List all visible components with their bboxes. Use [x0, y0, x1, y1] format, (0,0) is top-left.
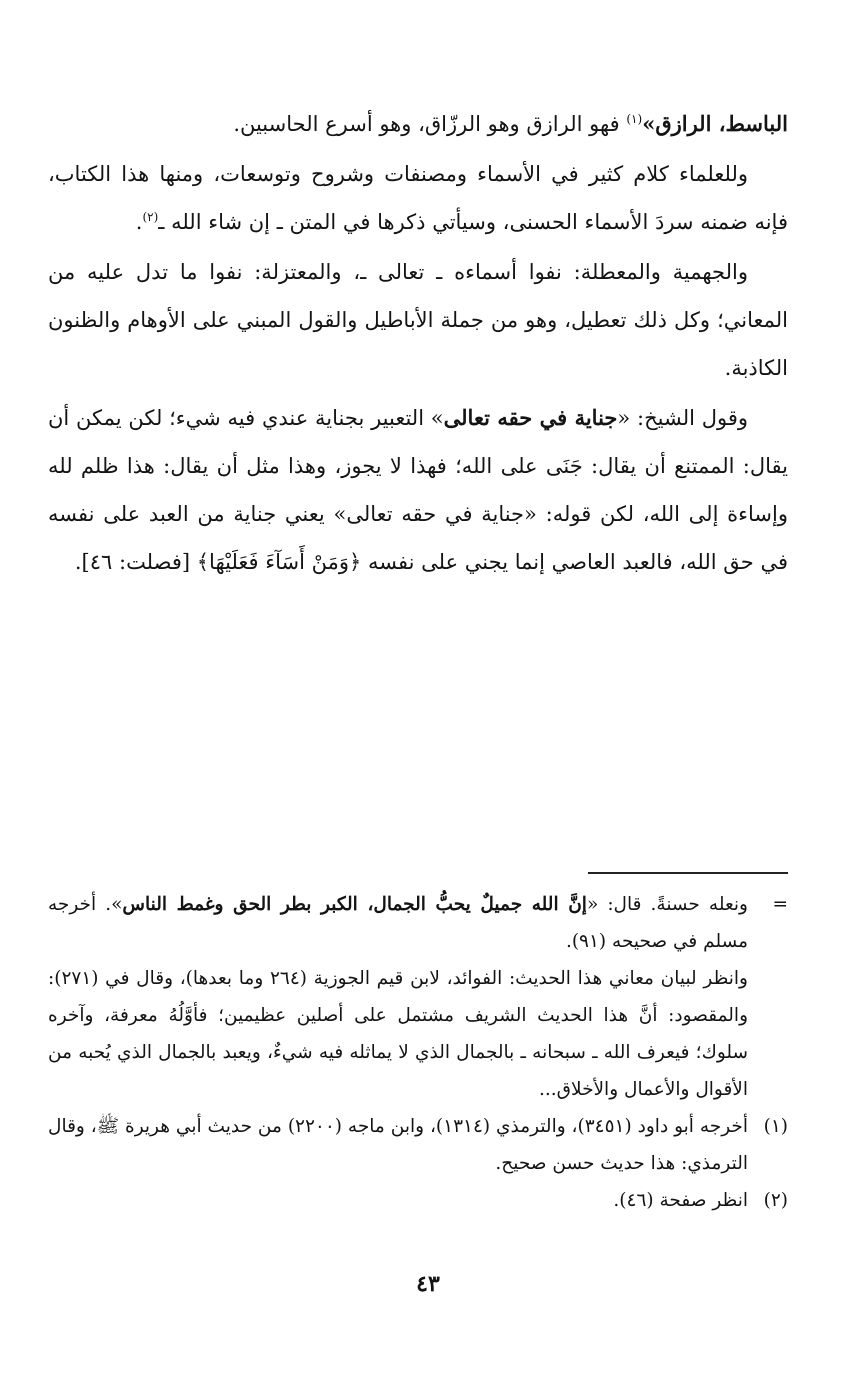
page — [48, 100, 788, 1389]
paragraph-4 — [48, 394, 788, 586]
paragraph-2 — [48, 150, 788, 246]
footnotes — [48, 886, 788, 1219]
footnote-text: أخرجه أبو داود (٣٤٥١)، والترمذي (١٣١٤)، وابن ماجه (٢٢٠٠) من حديث أبي هريرة ﷺ، وقال الترمذي: هذا حديث حسن صحيح. — [48, 1116, 748, 1174]
continuation-lead: ونعله حسنةً. قال: « — [586, 894, 748, 915]
paragraph-2-text: وللعلماء كلام كثير في الأسماء ومصنفات وشروح وتوسعات، ومنها هذا الكتاب، فإنه ضمنه سردَ الأسماء الحسنى، وسيأتي ذكرها في المتن ـ إن شاء الله ـ — [48, 162, 788, 234]
footnote-continuation — [48, 886, 788, 1108]
continuation-marker: = — [772, 894, 788, 915]
footnote-ref-1: (١) — [626, 112, 643, 126]
paragraph-1 — [48, 100, 788, 148]
paragraph-2-end: . — [135, 210, 143, 234]
footnote-2 — [48, 1182, 788, 1219]
footnote-ref-2: (٢) — [142, 210, 159, 224]
page-number: ٤٣ — [416, 1271, 440, 1297]
continuation-ref: ». أخرجه مسلم في صحيحه (٩١). — [48, 894, 748, 952]
paragraph-4-text: » التعبير بجناية عندي فيه شيء؛ لكن يمكن أن يقال: الممتنع أن يقال: جَنَى على الله؛ فهذا لا يجوز، وهذا مثل أن يقال: هذا ظلم لله وإساءة إلى الله، لكن قوله: «جناية في حقه تعالى» يعني جناية من العبد على نفسه في حق الله، فالعبد العاصي إنما يجني على نفسه ﴿وَمَنْ أَسَآءَ فَعَلَيْهَا﴾ [فصلت: ٤٦]. — [48, 406, 788, 574]
footnote-number: (١) — [763, 1116, 788, 1137]
continuation-text-2: وانظر لبيان معاني هذا الحديث: الفوائد، لابن قيم الجوزية (٢٦٤ وما بعدها)، وقال في (٢٧١): والمقصود: أنَّ هذا الحديث الشريف مشتمل على أصلين عظيمين؛ فأوَّلُهُ معرفة، وآخره سلوك؛ فيعرف الله ـ سبحانه ـ بالجمال الذي لا يماثله فيه شيءٌ، ويعبد بالجمال الذي يُحبه من الأقوال والأعمال والأخلاق... — [48, 968, 748, 1100]
footnote-separator — [588, 872, 788, 874]
paragraph-1-text: فهو الرازق وهو الرزّاق، وهو أسرع الحاسبين. — [233, 112, 627, 136]
footnote-1 — [48, 1108, 788, 1182]
footnote-text: انظر صفحة (٤٦). — [613, 1190, 748, 1211]
hadith-quote: إنَّ الله جميلٌ يحبُّ الجمال، الكبر بطر الحق وغمط الناس — [122, 894, 587, 915]
paragraph-4-lead: وقول الشيخ: « — [617, 406, 749, 430]
footnote-number: (٢) — [763, 1190, 788, 1211]
bold-term: الباسط، الرازق» — [642, 111, 788, 136]
continuation-text-1 — [48, 886, 748, 960]
bold-quote: جناية في حقه تعالى — [443, 405, 618, 430]
paragraph-3: والجهمية والمعطلة: نفوا أسماءه ـ تعالى ـ، والمعتزلة: نفوا ما تدل عليه من المعاني؛ وكل ذلك تعطيل، وهو من جملة الأباطيل والقول المبني على الأوهام والظنون الكاذبة. — [48, 260, 788, 380]
main-text — [48, 100, 788, 586]
